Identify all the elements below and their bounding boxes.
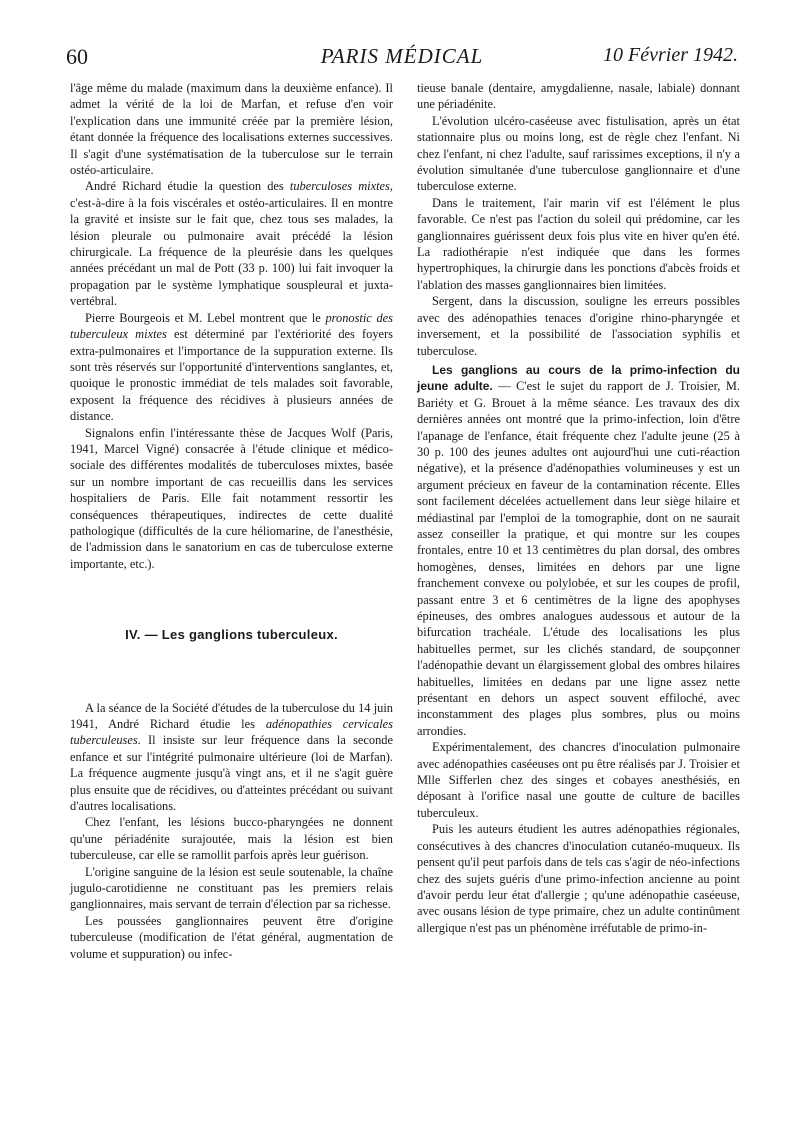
paragraph: L'évolution ulcéro-caséeuse avec fistulisation, après un état stationnaire plus ou moins long, est de règle chez l'enfant. Ni chez l'enfant, ni chez l'adulte, sauf rarissimes exceptions, il n'y a évolution simultanée d'une tuberculose ganglionnaire et d'une tuberculose externe. — [417, 113, 740, 194]
paragraph: l'âge même du malade (maximum dans la deuxième enfance). Il admet la vérité de la loi de Marfan, et refuse d'en voir l'explication dans une immunité créée par la première lésion, étant donnée la fréquence des localisations externes successives. Il s'agit d'une systématisation de la tuberculose sur le terrain ostéo-articulaire. — [70, 81, 393, 178]
paragraph: tieuse banale (dentaire, amygdalienne, nasale, labiale) donnant une périadénite. — [417, 81, 740, 112]
paragraph: Pierre Bourgeois et M. Lebel montrent que le pronostic des tuberculeux mixtes est déterminé par l'extériorité des foyers extra-pulmonaires et l'importance de la suppuration externe. Ils sont très réservés sur l'opportunité d'interventions sanglantes, et, quoique le pronostic immédiat de tels malades soit favorable, exposent la fréquence des récidives à plusieurs années de distance. — [70, 310, 393, 424]
paragraph: Expérimentalement, des chancres d'inoculation pulmonaire avec adénopathies caséeuses ont pu être réalisés par J. Troisier et Mlle Sifferlen chez des singes et cobayes anesthésiés, en déposant à l'orifice nasal une goutte de culture de bacilles tuberculeux. — [417, 740, 740, 820]
paragraph: L'origine sanguine de la lésion est seule soutenable, la chaîne jugulo-carotidienne ne constituant pas les premiers relais ganglionnaires, mais servant de terrain d'élection par sa richesse. — [70, 864, 393, 912]
paragraph: Dans le traitement, l'air marin vif est l'élément le plus favorable. Ce n'est pas l'action du soleil qui prédomine, car les ganglionnaires guérissent deux fois plus vite en hiver qu'en été. La radiothérapie n'est indiquée que dans les formes hypertrophiques, la chirurgie dans les ponctions d'abcès froids et l'ablation des masses ganglionnaires bien limitées. — [417, 195, 740, 292]
runin-heading: Les ganglions au cours de la primo-infection du jeune adulte. — [417, 362, 740, 394]
paragraph: André Richard étudie la question des tuberculoses mixtes, c'est-à-dire à la fois viscérales et ostéo-articulaires. Il en montre la gravité et insiste sur le fait que, chez tous ses malades, la lésion pleurale ou pulmonaire avait précédé la lésion chirurgicale. La fréquence de la pleurésie dans les quelques années précédant un mal de Pott (33 p. 100) lui fait invoquer la propagation par le système lymphatique souspleural et juxta-vertébral. — [70, 179, 393, 309]
issue-date: 10 Février 1942. — [603, 44, 738, 66]
page-header — [66, 44, 738, 74]
paragraph: A la séance de la Société d'études de la tuberculose du 14 juin 1941, André Richard étudie les adénopathies cervicales tuberculeuses. Il insiste sur leur fréquence dans la seconde enfance et sur l'intégrité pulmonaire ultérieure (loi de Marfan). La fréquence augmente jusqu'à vingt ans, et il ne s'agit guère plus ensuite que de récidives, ou d'atteintes précédant ou suivant d'autres localisations. — [70, 700, 393, 814]
paragraph: Signalons enfin l'intéressante thèse de Jacques Wolf (Paris, 1941, Marcel Vigné) consacrée à l'étude clinique et médico-sociale des différentes modalités de tuberculoses mixtes, basée sur un nombre important de cas recueillis dans les services hospitaliers de Paris. Elle fait notamment ressortir les conséquences thérapeutiques, indirectes de cette dualité pathologique (difficultés de la cure héliomarine, de l'anesthésie, de l'admission dans le sanatorium en cas de tuberculose externe importante, etc.). — [70, 425, 393, 571]
paragraph: Puis les auteurs étudient les autres adénopathies régionales, consécutives à des chancres d'inoculation cutanéo-muqueux. Ils pensent qu'il peut parfois dans de tels cas s'agir de néo-infections chez des sujets guéris d'une primo-infection ancienne au point d'avoir perdu leur état d'allergie ; qu'une adénopathie caséeuse, avec ousans lésion de type primaire, chez un adulte continûment allergique n'est pas un phénomène irréfutable de primo-in- — [417, 822, 740, 935]
paragraph: Chez l'enfant, les lésions bucco-pharyngées ne donnent qu'une périadénite surajoutée, mais la lésion est bien tuberculeuse, car elle se ramollit parfois après leur guérison. — [70, 815, 393, 863]
paragraph: Sergent, dans la discussion, souligne les erreurs possibles avec des adénopathies tenaces d'origine rhino-pharyngée et inversement, et la possibilité de l'association syphilis et tuberculose. — [417, 294, 740, 358]
page-number: 60 — [66, 44, 88, 69]
section-heading: IV. — Les ganglions tuberculeux. — [125, 627, 338, 643]
right-column — [417, 80, 740, 936]
paragraph: Les ganglions au cours de la primo-infection du jeune adulte. — C'est le sujet du rapport de J. Troisier, M. Bariéty et G. Brouet à la même séance. Les travaux des dix dernières années ont montré que la primo-infection, loin d'être l'apanage de l'enfance, était fréquente chez l'adulte jeune (25 à 30 p. 100 des jeunes adultes ont aujourd'hui une cuti-réaction négative), et la présence d'adénopathies volumineuses y est un argument précieux en faveur de la contamination récente. Elles sont facilement décelées actuellement dans leur siège hilaire et médiastinal par l'emploi de la tomographie, dont on ne saurait assez conseiller la pratique, et qui montre sur les coupes frontales, entre 10 et 13 centimètres du plan dorsal, des ombres homogènes, denses, limitées en dehors par une ligne franchement convexe ou polylobée, et sur les coupes de profil, passant entre 3 et 6 centimètres de la ligne des apophyses épineuses, des ombres analogues audessous et autour de la bifurcation trachéale. L'étude des localisations les plus habituelles permet, sur les clichés standard, de soupçonner l'adénopathie devant un élargissement global des ombres hilaires habituelles, limitées en dedans par une ligne assez nette présentant en dehors un aspect souvent effiloché, avec inconstamment des plages plus sombres, plus ou moins arrondies. — [417, 362, 740, 738]
paragraph: Les poussées ganglionnaires peuvent être d'origine tuberculeuse (modification de l'état général, augmentation de volume et suppuration) ou infec- — [70, 913, 393, 961]
journal-title: PARIS MÉDICAL — [320, 44, 484, 68]
left-column — [70, 80, 393, 962]
